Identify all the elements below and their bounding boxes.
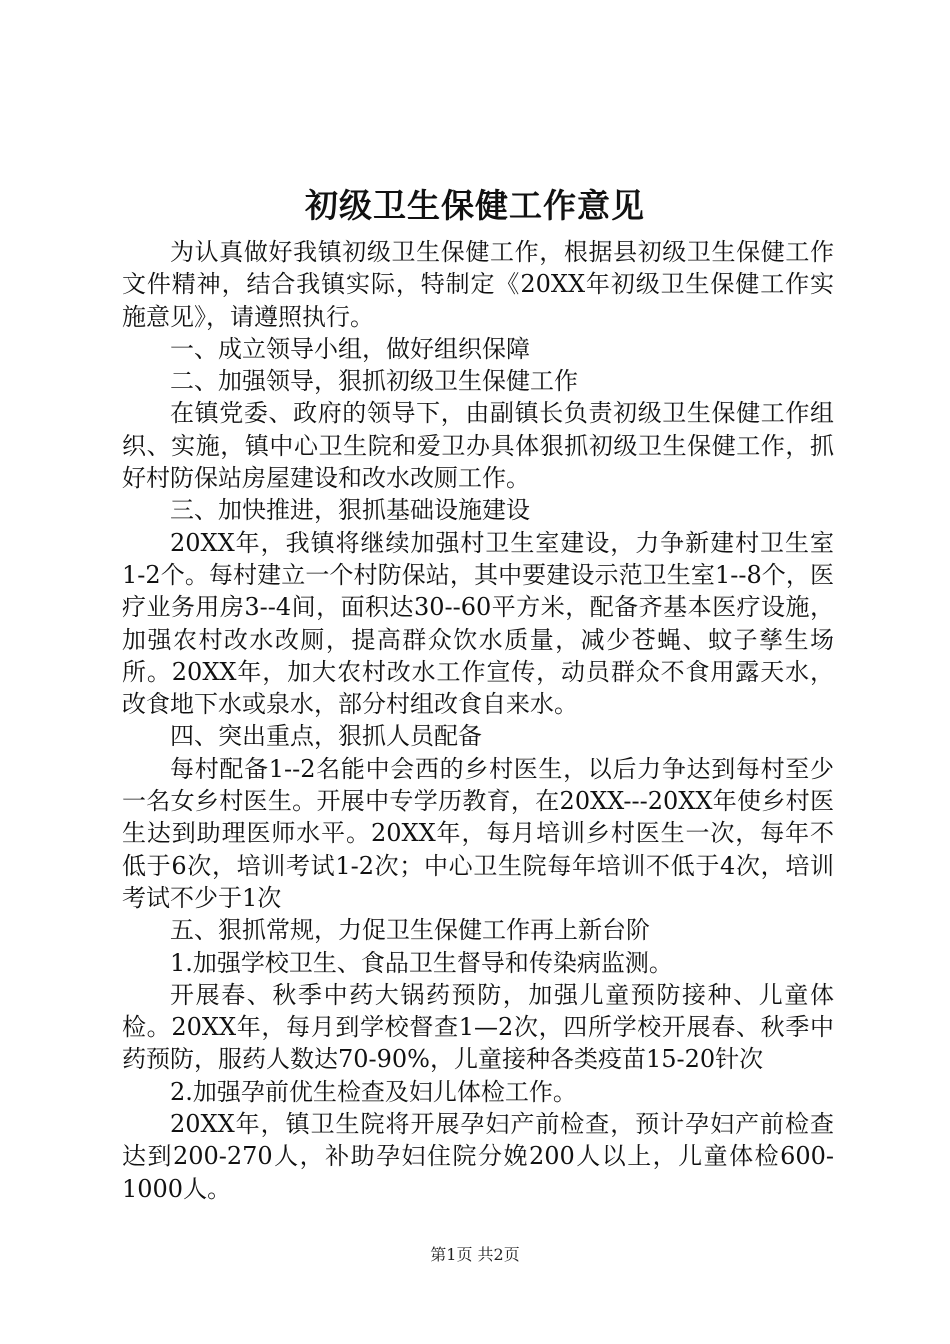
heading-section-3: 三、加快推进，狠抓基础设施建设	[170, 496, 530, 525]
heading-section-2: 二、加强领导，狠抓初级卫生保健工作	[170, 367, 578, 396]
document-body	[122, 236, 834, 1205]
paragraph-section-4: 每村配备1--2名能中会西的乡村医生，以后力争达到每村至少一名女乡村医生。开展中专学历教育，在20XX---20XX年使乡村医生达到助理医师水平。20XX年，每月培训乡村医生一次，每年不低于6次，培训考试1-2次；中心卫生院每年培训不低于4次，培训考试不少于1次	[122, 754, 834, 912]
paragraph-item-1: 开展春、秋季中药大锅药预防，加强儿童预防接种、儿童体检。20XX年，每月到学校督查1—2次，四所学校开展春、秋季中药预防，服药人数达70-90%，儿童接种各类疫苗15-20针次	[122, 980, 834, 1074]
paragraph-item-2: 20XX年，镇卫生院将开展孕妇产前检查，预计孕妇产前检查达到200-270人，补助孕妇住院分娩200人以上，儿童体检600-1000人。	[122, 1110, 834, 1203]
subheading-item-2: 2.加强孕前优生检查及妇儿体检工作。	[170, 1077, 577, 1106]
paragraph-section-2: 在镇党委、政府的领导下，由副镇长负责初级卫生保健工作组织、实施，镇中心卫生院和爱卫办具体狠抓初级卫生保健工作，抓好村防保站房屋建设和改水改厕工作。	[122, 399, 834, 493]
paragraph-intro: 为认真做好我镇初级卫生保健工作，根据县初级卫生保健工作文件精神，结合我镇实际，特制定《20XX年初级卫生保健工作实施意见》，请遵照执行。	[122, 238, 834, 331]
page-number-footer: 第1页 共2页	[430, 1245, 520, 1264]
heading-section-4: 四、突出重点，狠抓人员配备	[170, 722, 482, 751]
heading-section-5: 五、狠抓常规，力促卫生保健工作再上新台阶	[170, 916, 650, 945]
document-title: 初级卫生保健工作意见	[305, 186, 645, 225]
subheading-item-1: 1.加强学校卫生、食品卫生督导和传染病监测。	[170, 948, 673, 977]
heading-section-1: 一、成立领导小组，做好组织保障	[170, 334, 530, 363]
paragraph-section-3: 20XX年，我镇将继续加强村卫生室建设，力争新建村卫生室1-2个。每村建立一个村防保站，其中要建设示范卫生室1--8个，医疗业务用房3--4间，面积达30--60平方米，配备齐基本医疗设施，加强农村改水改厕，提高群众饮水质量，减少苍蝇、蚊子孳生场所。20XX年，加大农村改水工作宣传，动员群众不食用露天水，改食地下水或泉水，部分村组改食自来水。	[122, 528, 834, 719]
